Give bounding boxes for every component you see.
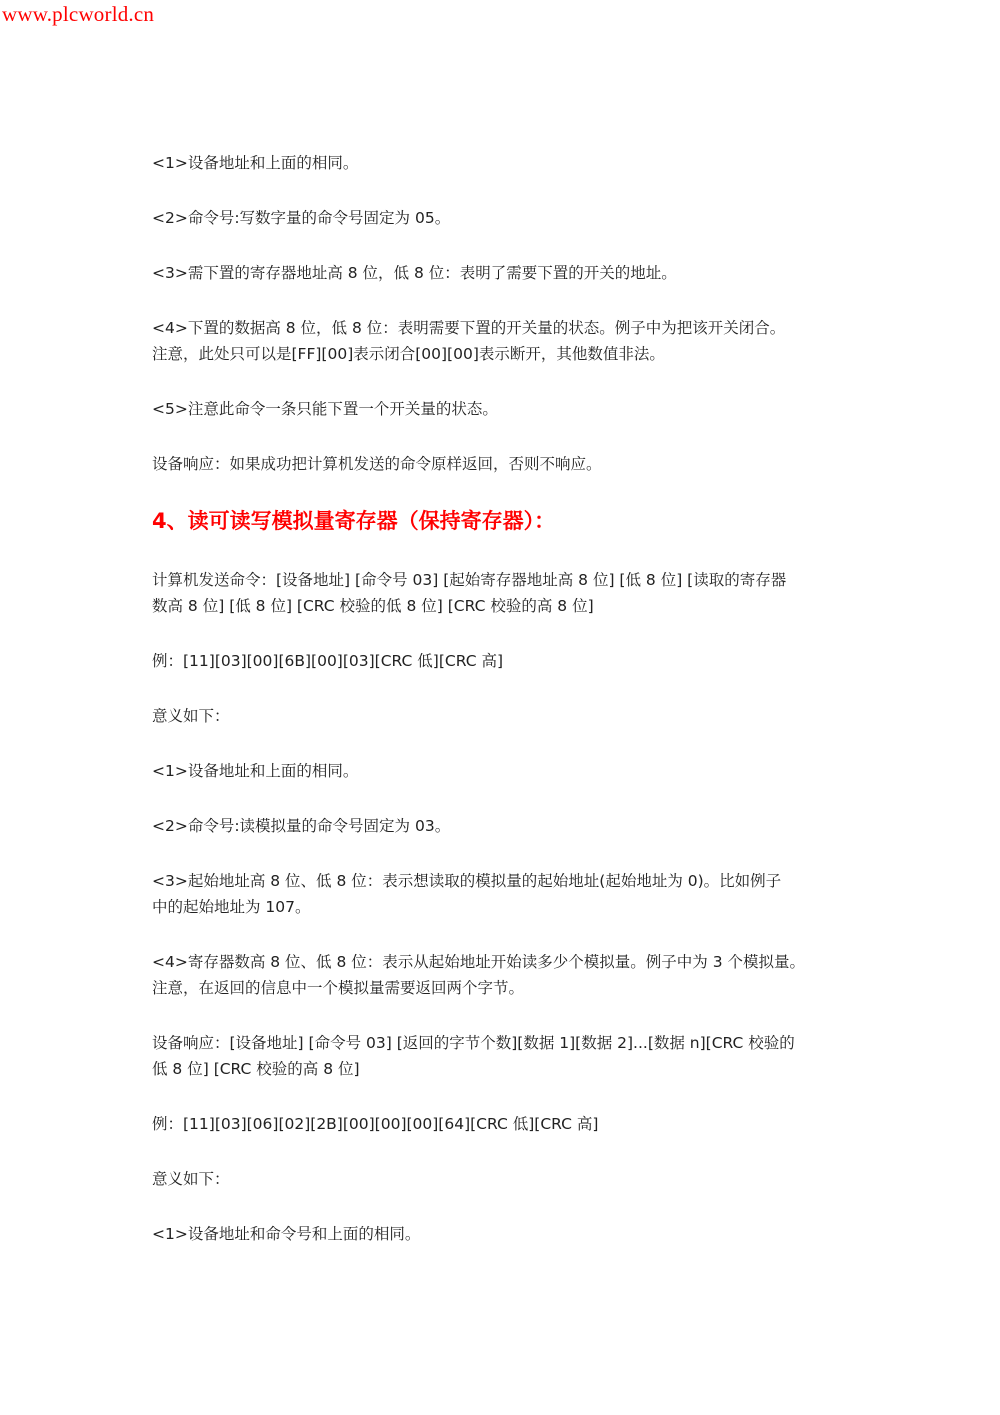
paragraph-command-05: <2>命令号:写数字量的命令号固定为 05。 [152, 209, 451, 227]
paragraph-example-request: 例：[11][03][00][6B][00][03][CRC 低][CRC 高] [152, 652, 504, 670]
paragraph-data-state: <4>下置的数据高 8 位，低 8 位：表明需要下置的开关量的状态。例子中为把该开关闭合。 注意，此处只可以是[FF][00]表示闭合[00][00]表示断开，其他数值非法。 [152, 319, 786, 363]
paragraph-send-command: 计算机发送命令：[设备地址] [命令号 03] [起始寄存器地址高 8 位] [低 8 位] [读取的寄存器 数高 8 位] [低 8 位] [CRC 校验的低 8 位] [CRC 校验的高 8 位] [152, 571, 787, 615]
paragraph-single-switch: <5>注意此命令一条只能下置一个开关量的状态。 [152, 400, 498, 418]
paragraph-meaning-label-2: 意义如下： [152, 1170, 230, 1188]
paragraph-example-response: 例：[11][03][06][02][2B][00][00][00][64][CRC 低][CRC 高] [152, 1115, 599, 1133]
paragraph-register-address: <3>需下置的寄存器地址高 8 位，低 8 位：表明了需要下置的开关的地址。 [152, 264, 677, 282]
watermark-url: www.plcworld.cn [2, 2, 155, 26]
paragraph-device-response-format: 设备响应：[设备地址] [命令号 03] [返回的字节个数][数据 1][数据 2]...[数据 n][CRC 校验的 低 8 位] [CRC 校验的高 8 位] [152, 1034, 795, 1078]
paragraph-meaning-label: 意义如下： [152, 707, 230, 725]
paragraph-device-address-note: <1>设备地址和上面的相同。 [152, 154, 359, 172]
paragraph-start-address: <3>起始地址高 8 位、低 8 位：表示想读取的模拟量的起始地址(起始地址为 0)。比如例子 中的起始地址为 107。 [152, 872, 782, 916]
document-body [152, 150, 852, 1276]
paragraph-device-address-same: <1>设备地址和上面的相同。 [152, 762, 359, 780]
paragraph-device-response-echo: 设备响应：如果成功把计算机发送的命令原样返回，否则不响应。 [152, 455, 602, 473]
paragraph-command-03: <2>命令号:读模拟量的命令号固定为 03。 [152, 817, 451, 835]
paragraph-register-count: <4>寄存器数高 8 位、低 8 位：表示从起始地址开始读多少个模拟量。例子中为 3 个模拟量。 注意，在返回的信息中一个模拟量需要返回两个字节。 [152, 953, 805, 997]
section-heading: 4、读可读写模拟量寄存器（保持寄存器）： [152, 509, 556, 533]
paragraph-address-command-same: <1>设备地址和命令号和上面的相同。 [152, 1225, 421, 1243]
